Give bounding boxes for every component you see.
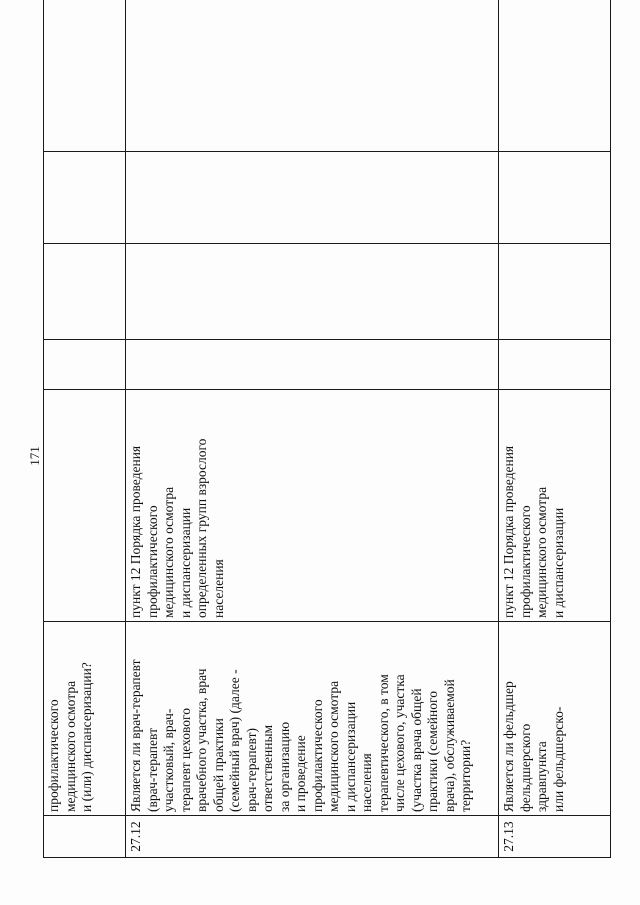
notes-cell [499,0,611,152]
answer-yes-cell [44,340,126,390]
checklist-table [43,0,611,858]
answer-not-applicable-cell [126,152,499,244]
item-number-cell [44,816,126,858]
answer-yes-cell [499,340,611,390]
question-cell: профилактического медицинского осмотра и (или) диспансеризации? [44,622,126,816]
notes-cell [44,0,126,152]
reference-cell [44,390,126,622]
answer-no-cell [126,244,499,340]
answer-yes-cell [126,340,499,390]
answer-no-cell [44,244,126,340]
answer-not-applicable-cell [499,152,611,244]
question-cell: Является ли фельдшер фельдшерского здравпункта или фельдшерско- [499,622,611,816]
item-number-cell: 27.13 [499,816,611,858]
item-number-cell: 27.12 [126,816,499,858]
table-row [499,0,611,858]
answer-no-cell [499,244,611,340]
reference-cell: пункт 12 Порядка проведения профилактического медицинского осмотра и диспансеризации определенных групп взрослого населения [126,390,499,622]
rotated-table-frame [43,0,610,858]
page-number: 171 [27,446,42,466]
question-cell: Является ли врач-терапевт (врач-терапевт участковый, врач- терапевт цехового врачебного участка, врач общей практики (семейный врач) (далее - врач-терапевт) ответственным за организацию и проведение профилактического медицинского осмотра и диспансеризации населения терапевтического, в том числе цехового, участка (участка врача общей практики (семейного врача), обслуживаемой территории? [126,622,499,816]
reference-cell: пункт 12 Порядка проведения профилактического медицинского осмотра и диспансеризации [499,390,611,622]
table-row [44,0,126,858]
table-row [126,0,499,858]
notes-cell [126,0,499,152]
answer-not-applicable-cell [44,152,126,244]
